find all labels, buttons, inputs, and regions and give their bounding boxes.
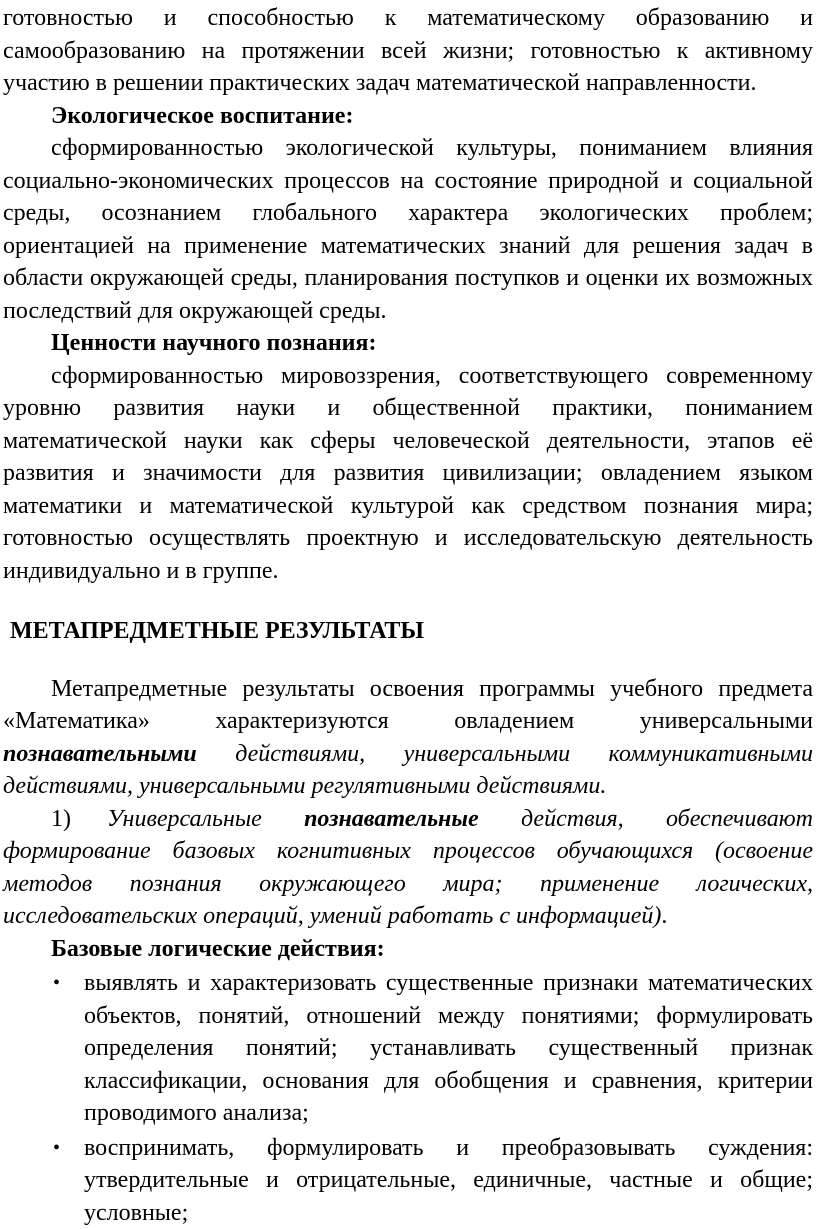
- paragraph-item-1: [3, 803, 813, 933]
- intro-bold-italic-text: познавательными: [3, 741, 197, 767]
- heading-basic-logical-actions: Базовые логические действия:: [3, 933, 813, 966]
- heading-ecological-education: Экологическое воспитание:: [3, 100, 813, 133]
- list-item: [3, 967, 813, 1130]
- bullet-list-logical-actions: [3, 967, 813, 1229]
- item-1-bold-italic: познавательные: [304, 806, 479, 832]
- paragraph-continuation: готовностью и способностью к математическому образованию и самообразованию на протяжении всей жизни; готовностью к активному участию в решении практических задач математической направленности.: [3, 2, 813, 100]
- item-1-italic-a: Универсальные: [107, 806, 262, 832]
- intro-italic-text: действиями, универсальными коммуникативными действиями, универсальными регулятивными действиями.: [3, 741, 813, 800]
- list-item-text: воспринимать, формулировать и преобразовывать суждения: утвердительные и отрицательные, единичные, частные и общие; условные;: [84, 1135, 813, 1226]
- paragraph-metasubject-intro: [3, 673, 813, 803]
- section-title-metasubject-results: МЕТАПРЕДМЕТНЫЕ РЕЗУЛЬТАТЫ: [3, 615, 813, 648]
- item-1-italic-b: действия, обеспечивают формирование базовых когнитивных процессов обучающихся (освоение методов познания окружающего мира; применение логических, исследовательских операций, умений работать с информацией): [3, 806, 813, 930]
- paragraph-ecological-education: сформированностью экологической культуры, пониманием влияния социально-экономических процессов на состояние природной и социальной среды, осознанием глобального характера экологических проблем; ориентацией на применение математических знаний для решения задач в области окружающей среды, планирования поступков и оценки их возможных последствий для окружающей среды.: [3, 132, 813, 327]
- list-item: [3, 1132, 813, 1229]
- item-1-number: 1): [51, 806, 71, 832]
- heading-scientific-values: Ценности научного познания:: [3, 327, 813, 360]
- item-1-end: .: [661, 903, 667, 929]
- bullet-icon: •: [53, 1132, 60, 1165]
- list-item-text: выявлять и характеризовать существенные признаки математических объектов, понятий, отношений между понятиями; формулировать определения понятий; устанавливать существенный признак классификации, основания для обобщения и сравнения, критерии проводимого анализа;: [84, 970, 813, 1126]
- paragraph-scientific-values: сформированностью мировоззрения, соответствующего современному уровню развития науки и общественной практики, пониманием математической науки как сферы человеческой деятельности, этапов её развития и значимости для развития цивилизации; овладением языком математики и математической культурой как средством познания мира; готовностью осуществлять проектную и исследовательскую деятельность индивидуально и в группе.: [3, 360, 813, 588]
- intro-plain-text: Метапредметные результаты освоения программы учебного предмета «Математика» характеризуются овладением универсальными: [3, 676, 813, 735]
- bullet-icon: •: [53, 967, 60, 1000]
